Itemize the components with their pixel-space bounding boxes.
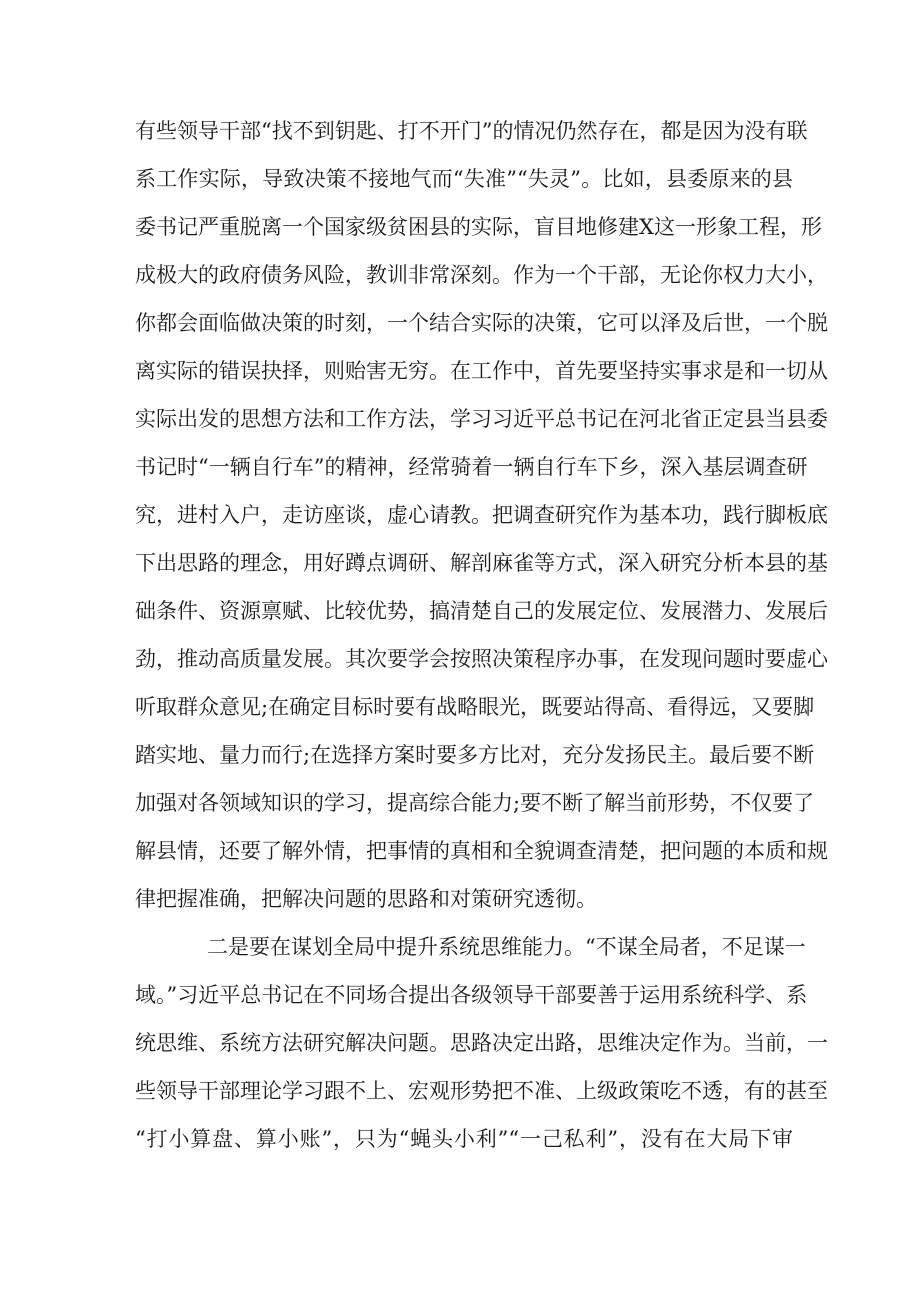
paragraph2-line-3: 统思维、系统方法研究解决问题。思路决定出路，思维决定作为。当前，一 xyxy=(135,1031,828,1055)
paragraph1-line-6: 离实际的错误抉择，则贻害无穷。在工作中，首先要坚持实事求是和一切从 xyxy=(135,359,828,383)
paragraph1-line-5: 你都会面临做决策的时刻，一个结合实际的决策，它可以泽及后世，一个脱 xyxy=(135,311,828,335)
paragraph1-line-15: 加强对各领域知识的学习，提高综合能力;要不断了解当前形势，不仅要了 xyxy=(135,791,815,815)
paragraph1-line-3: 委书记严重脱离一个国家级贫困县的实际，盲目地修建X这一形象工程，形 xyxy=(135,215,822,239)
paragraph1-line-2: 系工作实际，导致决策不接地气而“失准”“失灵”。比如，县委原来的县 xyxy=(135,167,793,191)
paragraph1-line-4: 成极大的政府债务风险，教训非常深刻。作为一个干部，无论你权力大小， xyxy=(135,263,828,287)
paragraph2-line-5: “打小算盘、算小账”，只为“蝇头小利”“一己私利”，没有在大局下审 xyxy=(135,1127,793,1151)
paragraph1-line-8: 书记时“一辆自行车”的精神，经常骑着一辆自行车下乡，深入基层调查研 xyxy=(135,455,808,479)
paragraph1-line-10: 下出思路的理念，用好蹲点调研、解剖麻雀等方式，深入研究分析本县的基 xyxy=(135,551,828,575)
paragraph2-line-4: 些领导干部理论学习跟不上、宏观形势把不准、上级政策吃不透，有的甚至 xyxy=(135,1079,828,1103)
paragraph1-line-7: 实际出发的思想方法和工作方法，学习习近平总书记在河北省正定县当县委 xyxy=(135,407,828,431)
paragraph1-line-13: 听取群众意见;在确定目标时要有战略眼光，既要站得高、看得远，又要脚 xyxy=(135,695,815,719)
paragraph1-line-9: 究，进村入户，走访座谈，虚心请教。把调查研究作为基本功，践行脚板底 xyxy=(135,503,828,527)
paragraph2-line-2: 域。”习近平总书记在不同场合提出各级领导干部要善于运用系统科学、系 xyxy=(135,983,808,1007)
paragraph1-line-11: 础条件、资源禀赋、比较优势，搞清楚自己的发展定位、发展潜力、发展后 xyxy=(135,599,828,623)
paragraph1-line-12: 劲，推动高质量发展。其次要学会按照决策程序办事，在发现问题时要虚心 xyxy=(135,647,828,671)
paragraph1-line-17: 律把握准确，把解决问题的思路和对策研究透彻。 xyxy=(135,887,597,911)
paragraph1-line-14: 踏实地、量力而行;在选择方案时要多方比对，充分发扬民主。最后要不断 xyxy=(135,743,815,767)
paragraph1-line-16: 解县情，还要了解外情，把事情的真相和全貌调查清楚，把问题的本质和规 xyxy=(135,839,828,863)
paragraph1-line-1: 有些领导干部“找不到钥匙、打不开门”的情况仍然存在，都是因为没有联 xyxy=(135,119,808,143)
paragraph2-line-1: 二是要在谋划全局中提升系统思维能力。“不谋全局者，不足谋一 xyxy=(207,935,806,959)
